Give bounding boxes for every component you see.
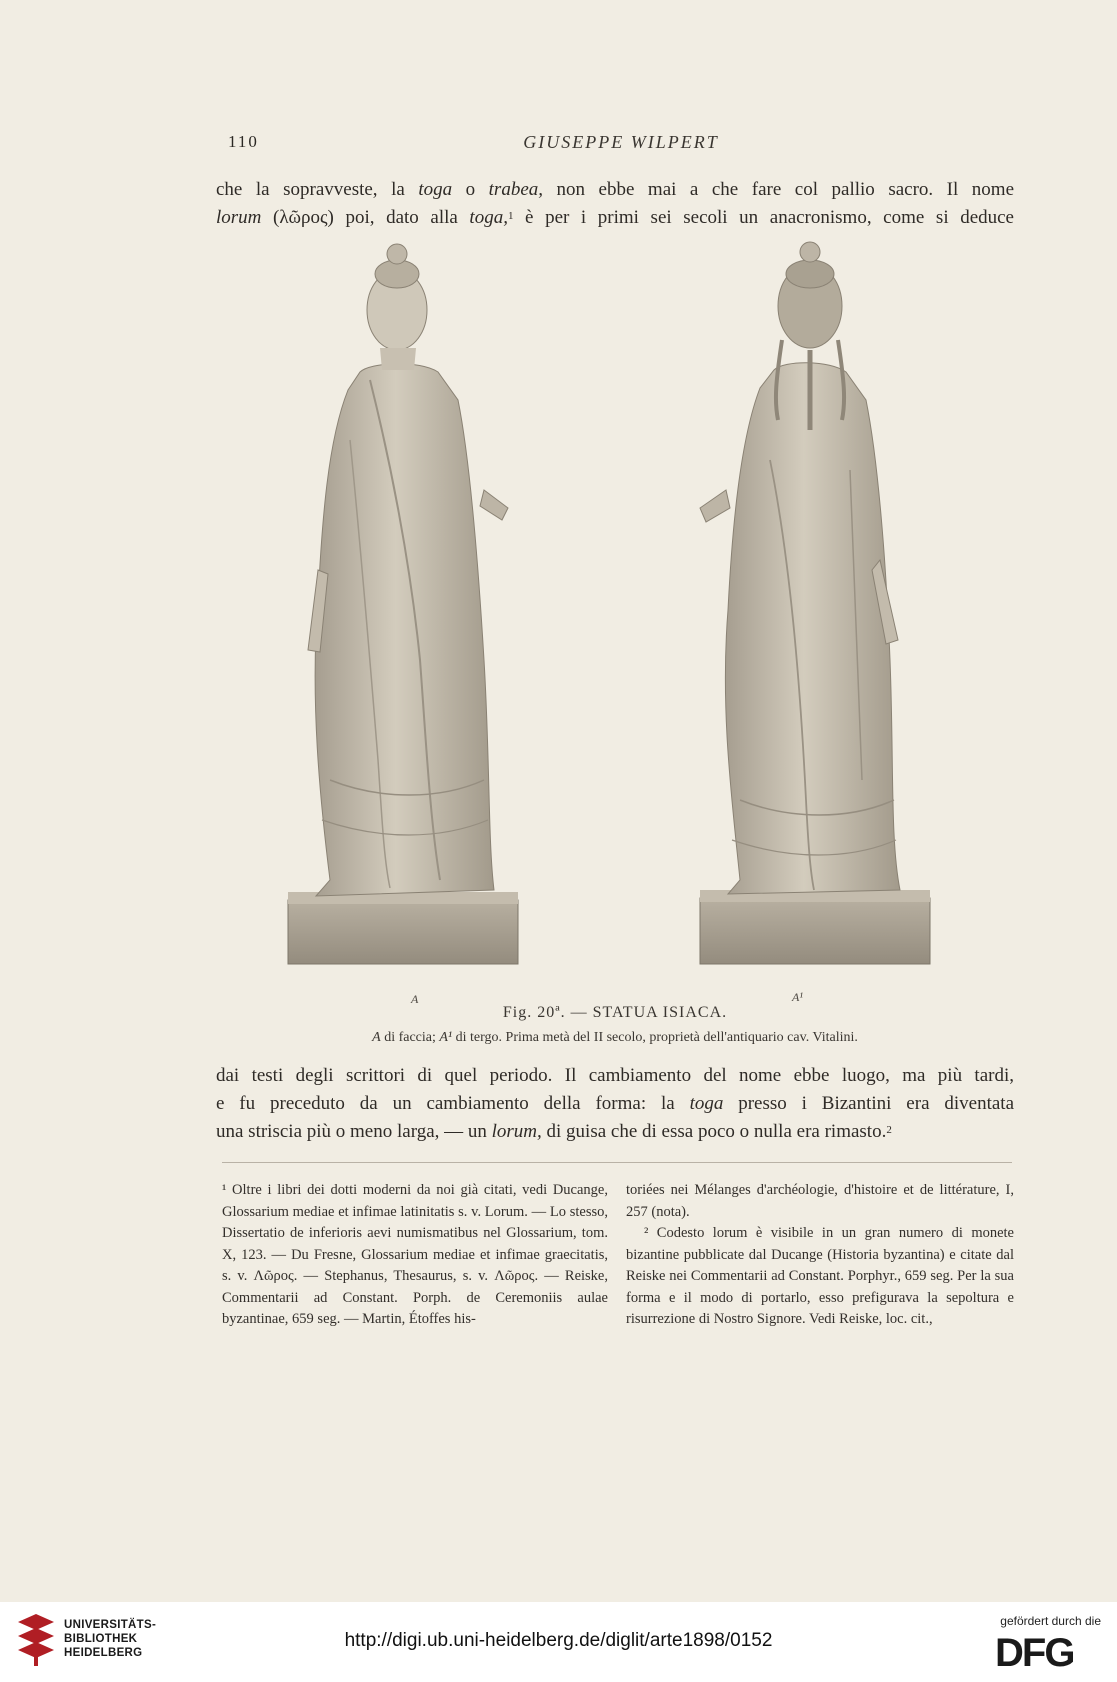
body-text-bottom — [216, 1062, 1014, 1146]
statue-back-view — [700, 242, 930, 964]
dfg-logo-icon[interactable] — [995, 1633, 1097, 1671]
statue-photographs — [270, 240, 966, 980]
figure-caption-subtitle: A di faccia; A¹ di tergo. Prima metà del II secolo, proprietà dell'antiquario cav. Vitalini. — [372, 1030, 858, 1045]
body-line: e fu preceduto da un cambiamento della forma: la toga presso i Bizantini era diventata — [216, 1093, 1015, 1114]
footnote-1: ¹ Oltre i libri dei dotti moderni da noi già citati, vedi Ducange, Glossarium mediae et infimae latinitatis s. v. Lorum. — Lo stesso, Dissertatio de inferioris aevi numismatibus nel Glossarium, tom. X, 123. — Du Fresne, Glossarium mediae et infimae graecitatis, s. v. Λῶρος. — Stephanus, Thesaurus, s. v. Λῶρος. — Reiske, Commentarii ad Constant. Porph. de Ceremoniis aulae byzantinae, 659 seg. — Martin, Étoffes his- — [222, 1182, 608, 1327]
figure-label-a: A — [411, 992, 419, 1006]
running-title: GIUSEPPE WILPERT — [523, 132, 719, 152]
footnote-ref-1[interactable]: 1 — [507, 210, 514, 222]
footnotes-left-column — [222, 1180, 608, 1331]
body-line: che la sopravveste, la toga o trabea, non ebbe mai a che fare col pallio sacro. Il nome — [216, 179, 1015, 200]
footnote-divider — [222, 1162, 1012, 1163]
body-line: dai testi degli scrittori di quel periodo. Il cambiamento del nome ebbe luogo, ma più tardi, — [216, 1065, 1014, 1086]
body-text-top — [216, 176, 1014, 232]
footnote-ref-2[interactable]: 2 — [886, 1124, 892, 1136]
body-line: lorum (λῶρος) poi, dato alla toga,$^1$ è per i primi sei secoli un anacronismo, come si deduce — [216, 207, 1014, 228]
dfg-logo-text: DFG — [995, 1633, 1074, 1671]
figure-label-a1: A¹ — [792, 990, 803, 1004]
page-header — [228, 132, 1014, 158]
statue-front-view — [288, 244, 518, 964]
footnotes-right-column — [626, 1180, 1014, 1331]
permalink-url[interactable]: http://digi.ub.uni-heidelberg.de/diglit/arte1898/0152 — [344, 1630, 773, 1651]
page-number: 110 — [228, 132, 259, 151]
funded-by-label: gefördert durch die — [1000, 1614, 1101, 1628]
institution-name: UNIVERSITÄTS- BIBLIOTHEK HEIDELBERG — [64, 1619, 157, 1659]
body-line: una striscia più o meno larga, — un lorum, di guisa che di essa poco o nulla era rimasto.$^2$ — [216, 1121, 892, 1142]
footnote-1-continued: toriées nei Mélanges d'archéologie, d'histoire et de littérature, I, 257 (nota). — [626, 1182, 1014, 1220]
figure-statua-isiaca — [270, 240, 966, 980]
footnote-2: ² Codesto lorum è visibile in un gran numero di monete bizantine pubblicate dal Ducange (Historia byzantina) e citate dal Reiske nei Commentarii ad Constant. Porphyr., 659 seg. Per la sua forma e il modo di portarlo, esso prefigurava la sepoltura e risurrezione di Nostro Signore. Vedi Reiske, loc. cit., — [626, 1225, 1014, 1327]
figure-caption-title: Fig. 20ª. — STATUA ISIACA. — [502, 1004, 728, 1021]
